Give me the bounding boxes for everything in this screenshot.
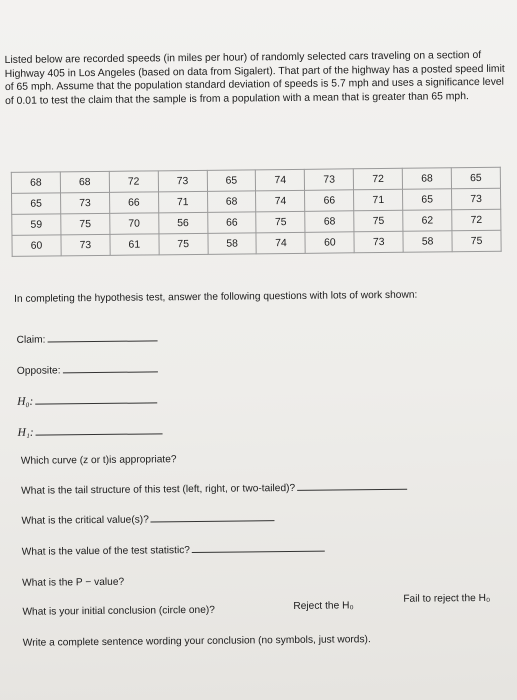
table-cell: 75 <box>452 230 501 252</box>
critical-answer-blank[interactable] <box>151 520 275 522</box>
table-cell: 59 <box>12 214 61 236</box>
table-cell: 66 <box>109 192 158 214</box>
h1-label: H₁: <box>17 426 34 439</box>
table-cell: 72 <box>452 209 501 231</box>
problem-statement: Listed below are recorded speeds (in miles per hour) of randomly selected cars traveling on a section of Highway 405 in Los Angeles (based on data from Sigalert). That part of the highway has a posted speed limit of 65 mph. Assume that the population standard deviation of speeds is 5.7 mph and uses a significance level of 0.01 to test the claim that the sample is from a population with a mean that is greater than 65 mph. <box>4 49 505 107</box>
conclusion-question: What is your initial conclusion (circle one)? <box>22 604 215 618</box>
claim-label: Claim: <box>16 334 46 346</box>
opposite-label: Opposite: <box>16 365 61 377</box>
table-cell: 74 <box>256 232 305 254</box>
table-cell: 70 <box>110 213 159 235</box>
table-cell: 65 <box>451 167 500 189</box>
table-cell: 60 <box>12 235 61 257</box>
table-cell: 66 <box>207 212 256 234</box>
claim-answer-blank[interactable] <box>47 340 157 342</box>
speed-data-table-body <box>11 167 501 256</box>
test-statistic-question <box>22 543 325 559</box>
table-cell: 61 <box>110 234 159 256</box>
h0-label: H₀: <box>17 395 34 408</box>
table-cell: 72 <box>354 168 403 190</box>
p-value-question: What is the P − value? <box>22 576 125 589</box>
table-cell: 75 <box>354 210 403 232</box>
conclusion-sentence-question: Write a complete sentence wording your conclusion (no symbols, just words). <box>22 634 371 649</box>
table-cell: 68 <box>305 211 354 233</box>
opposite-answer-blank[interactable] <box>63 371 158 373</box>
table-cell: 73 <box>60 192 109 214</box>
table-cell: 60 <box>305 232 354 254</box>
table-cell: 65 <box>403 189 452 211</box>
table-cell: 71 <box>354 189 403 211</box>
table-cell: 75 <box>159 233 208 255</box>
table-cell: 73 <box>158 170 207 192</box>
h0-answer-blank[interactable] <box>35 402 157 404</box>
statistic-question-text: What is the value of the test statistic? <box>21 545 191 558</box>
table-cell: 73 <box>354 231 403 253</box>
speed-data-table <box>11 167 502 257</box>
claim-question <box>16 332 157 346</box>
curve-question: Which curve (z or t)is appropriate? <box>20 454 177 467</box>
statistic-answer-blank[interactable] <box>192 551 325 553</box>
critical-question-text: What is the critical value(s)? <box>21 514 149 527</box>
instructions-text: In completing the hypothesis test, answer the following questions with lots of work shown: <box>14 289 418 305</box>
h1-answer-blank[interactable] <box>36 433 163 435</box>
critical-value-question <box>21 512 275 528</box>
table-cell: 72 <box>109 171 158 193</box>
opposite-question <box>17 363 158 377</box>
table-cell: 74 <box>256 169 305 191</box>
reject-option[interactable]: Reject the H₀ <box>293 600 354 612</box>
table-cell: 68 <box>402 168 451 190</box>
table-cell: 58 <box>208 233 257 255</box>
tail-question-text: What is the tail structure of this test (left, right, or two-tailed)? <box>21 482 296 497</box>
table-cell: 68 <box>11 172 60 194</box>
table-cell: 68 <box>60 171 109 193</box>
table-cell: 73 <box>452 188 501 210</box>
table-cell: 75 <box>61 213 110 235</box>
h1-question <box>17 425 162 440</box>
table-cell: 56 <box>158 212 207 234</box>
tail-question <box>21 481 407 498</box>
table-cell: 74 <box>256 190 305 212</box>
table-cell: 68 <box>207 191 256 213</box>
table-cell: 65 <box>207 170 256 192</box>
table-cell: 73 <box>305 169 354 191</box>
tail-answer-blank[interactable] <box>297 489 407 491</box>
table-cell: 58 <box>403 231 452 253</box>
fail-to-reject-option[interactable]: Fail to reject the H₀ <box>403 592 491 605</box>
table-cell: 73 <box>61 234 110 256</box>
table-cell: 65 <box>12 193 61 215</box>
table-cell: 71 <box>158 191 207 213</box>
table-cell: 66 <box>305 190 354 212</box>
table-cell: 62 <box>403 210 452 232</box>
table-row <box>12 230 501 256</box>
table-cell: 75 <box>256 211 305 233</box>
h0-question <box>17 394 157 408</box>
